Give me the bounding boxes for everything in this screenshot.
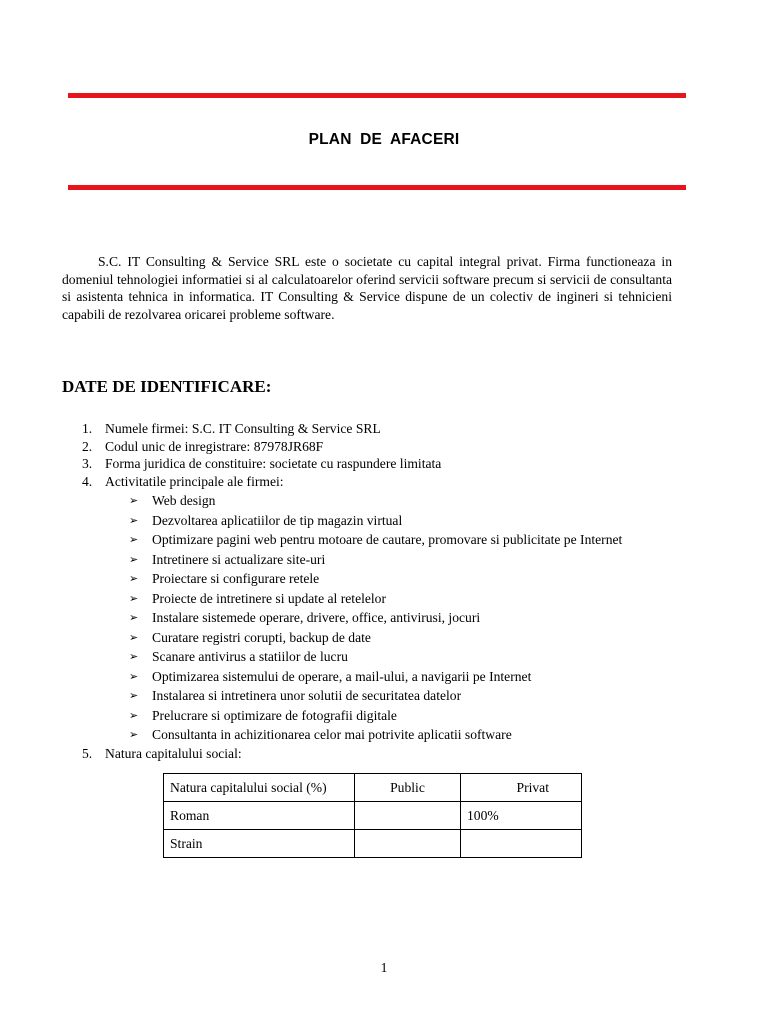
- table-header-row: [164, 774, 582, 802]
- arrow-bullet-icon: ➢: [129, 591, 139, 605]
- table-row: [164, 830, 582, 858]
- activity-text: Dezvoltarea aplicatiilor de tip magazin virtual: [152, 512, 403, 528]
- arrow-bullet-icon: ➢: [129, 708, 139, 722]
- activity-item: [105, 686, 702, 706]
- activity-text: Consultanta in achizitionarea celor mai potrivite aplicatii software: [152, 727, 512, 742]
- activity-text: Web design: [152, 493, 216, 508]
- arrow-bullet-icon: ➢: [129, 689, 139, 702]
- arrow-bullet-icon: ➢: [129, 611, 139, 624]
- activity-item: [105, 530, 702, 550]
- table-cell: 100%: [461, 802, 582, 830]
- arrow-bullet-icon: ➢: [129, 533, 139, 546]
- activity-item: [105, 491, 702, 511]
- item-text: Forma juridica de constituire: societate cu raspundere limitata: [105, 456, 442, 471]
- item-number: 1.: [82, 421, 93, 436]
- arrow-bullet-icon: ➢: [129, 650, 139, 663]
- list-item: [62, 420, 702, 438]
- item-number: 5.: [82, 745, 93, 761]
- activity-item: [105, 667, 702, 687]
- item-text: Activitatile principale ale firmei:: [105, 473, 284, 489]
- activity-text: Instalarea si intretinera unor solutii de securitatea datelor: [152, 688, 462, 703]
- item-number: 3.: [82, 456, 93, 471]
- arrow-bullet-icon: ➢: [129, 728, 139, 741]
- table-cell: [461, 830, 582, 858]
- activity-text: Instalare sistemede operare, drivere, office, antivirusi, jocuri: [152, 610, 481, 625]
- arrow-bullet-icon: ➢: [129, 513, 139, 527]
- table-header-cell: Privat: [461, 774, 582, 802]
- activity-text: Proiecte de intretinere si update al retelelor: [152, 590, 387, 606]
- activity-text: Proiectare si configurare retele: [152, 571, 320, 586]
- item-text: Codul unic de inregistrare: 87978JR68F: [105, 438, 324, 454]
- bottom-red-rule: [68, 185, 686, 190]
- identification-list: [62, 420, 702, 762]
- activity-text: Prelucrare si optimizare de fotografii digitale: [152, 707, 397, 723]
- activity-item: [105, 511, 702, 531]
- table-row: [164, 802, 582, 830]
- table-cell: [355, 802, 461, 830]
- section-heading: DATE DE IDENTIFICARE:: [62, 377, 272, 396]
- intro-paragraph: S.C. IT Consulting & Service SRL este o societate cu capital integral privat. Firma functioneaza in domeniul tehnologiei informatiei si al calculatoarelor oferind servicii software precum si servicii de consultanta si asistenta tehnica in informatica. IT Consulting & Service dispune de un colectiv de ingineri si tehnicieni capabili de rezolvarea oricarei probleme software.: [62, 254, 672, 322]
- table-cell: [355, 830, 461, 858]
- activity-item: [105, 647, 702, 667]
- list-item: [62, 745, 702, 763]
- list-item: [62, 455, 702, 473]
- activity-text: Intretinere si actualizare site-uri: [152, 551, 326, 567]
- activity-item: [105, 589, 702, 609]
- arrow-bullet-icon: ➢: [129, 630, 139, 644]
- activity-item: [105, 628, 702, 648]
- item-number: 2.: [82, 438, 93, 454]
- activity-text: Optimizarea sistemului de operare, a mail-ului, a navigarii pe Internet: [152, 668, 532, 684]
- arrow-bullet-icon: ➢: [129, 572, 139, 585]
- table-cell: Strain: [164, 830, 355, 858]
- item-number: 4.: [82, 473, 93, 489]
- activities-list: [105, 491, 702, 745]
- activity-item: [105, 725, 702, 745]
- table-header-cell: Natura capitalului social (%): [164, 774, 355, 802]
- document-title: PLAN DE AFACERI: [308, 131, 460, 148]
- activity-text: Scanare antivirus a statiilor de lucru: [152, 649, 348, 664]
- table-header-cell: Public: [355, 774, 461, 802]
- activity-item: [105, 550, 702, 570]
- list-item: [62, 438, 702, 456]
- top-red-rule: [68, 93, 686, 98]
- arrow-bullet-icon: ➢: [129, 552, 139, 566]
- activity-item: [105, 569, 702, 589]
- activity-item: [105, 706, 702, 726]
- item-text: Numele firmei: S.C. IT Consulting & Service SRL: [105, 421, 381, 436]
- list-item: [62, 473, 702, 745]
- page-number: 1: [380, 960, 388, 975]
- arrow-bullet-icon: ➢: [129, 494, 139, 507]
- activity-text: Optimizare pagini web pentru motoare de cautare, promovare si publicitate pe Internet: [152, 532, 623, 547]
- arrow-bullet-icon: ➢: [129, 669, 139, 683]
- table-cell: Roman: [164, 802, 355, 830]
- activity-text: Curatare registri corupti, backup de date: [152, 629, 371, 645]
- capital-table: [163, 773, 582, 858]
- activity-item: [105, 608, 702, 628]
- item-text: Natura capitalului social:: [105, 745, 242, 761]
